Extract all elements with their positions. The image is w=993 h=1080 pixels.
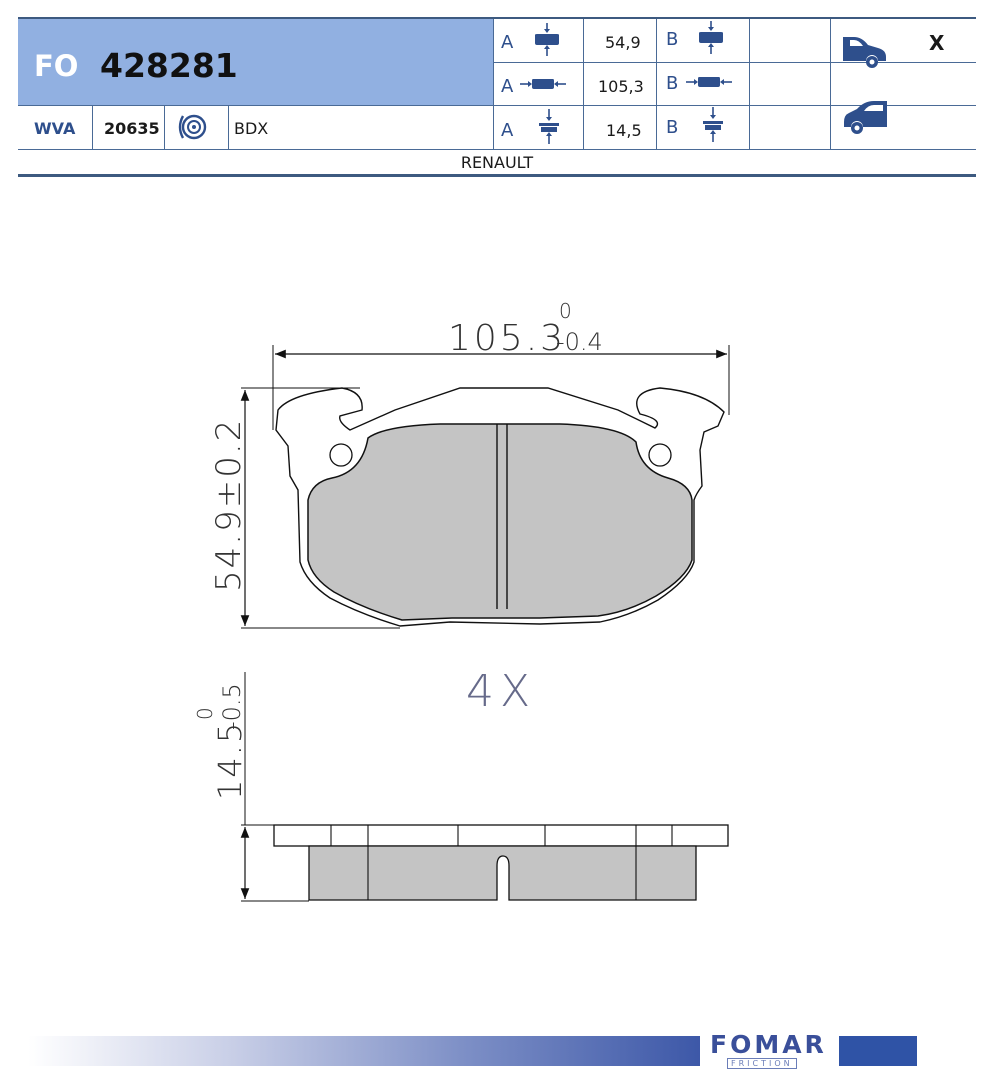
footer-brand-block [839,1036,917,1066]
friction-material-side-fill [309,846,696,900]
dim-letter-b: B [666,117,679,138]
wva-number: 20635 [104,119,160,138]
thickness-dimension-label: 14.5 [211,720,249,800]
width-tolerance-upper: 0 [559,299,572,323]
mounting-hole [649,444,671,466]
thickness-tolerance-upper: 0 [193,707,217,720]
brand-name: FOMAR [710,1030,827,1059]
dim-letter-a: A [501,76,514,97]
width-dimension-label: 105.3 [448,318,567,359]
dim-letter-a: A [501,32,514,53]
caliper-system: BDX [234,119,269,138]
width-tolerance-lower: -0.4 [556,328,603,356]
dim-letter-b: B [666,73,679,94]
brand-logo [703,1030,835,1072]
dim-letter-b: B [666,29,679,50]
part-prefix: FO [34,49,79,83]
backing-plate-side [274,825,728,846]
footer-gradient-bar [28,1036,700,1066]
wva-label: WVA [34,119,76,138]
dim-value-height: 54,9 [605,33,641,52]
friction-material [308,424,692,620]
mounting-hole [330,444,352,466]
brand-subtitle: FRICTION [727,1058,797,1069]
dim-value-thickness: 14,5 [606,121,642,140]
part-number: 428281 [100,46,238,85]
dim-letter-a: A [501,120,514,141]
fitting-mark: X [929,31,945,55]
quantity-label: 4X [466,666,537,717]
height-dimension-label: 54.9±0.2 [209,417,249,592]
thickness-tolerance-lower: -0.5 [218,683,246,730]
dim-value-width: 105,3 [598,77,644,96]
vehicle-make: RENAULT [460,153,534,172]
